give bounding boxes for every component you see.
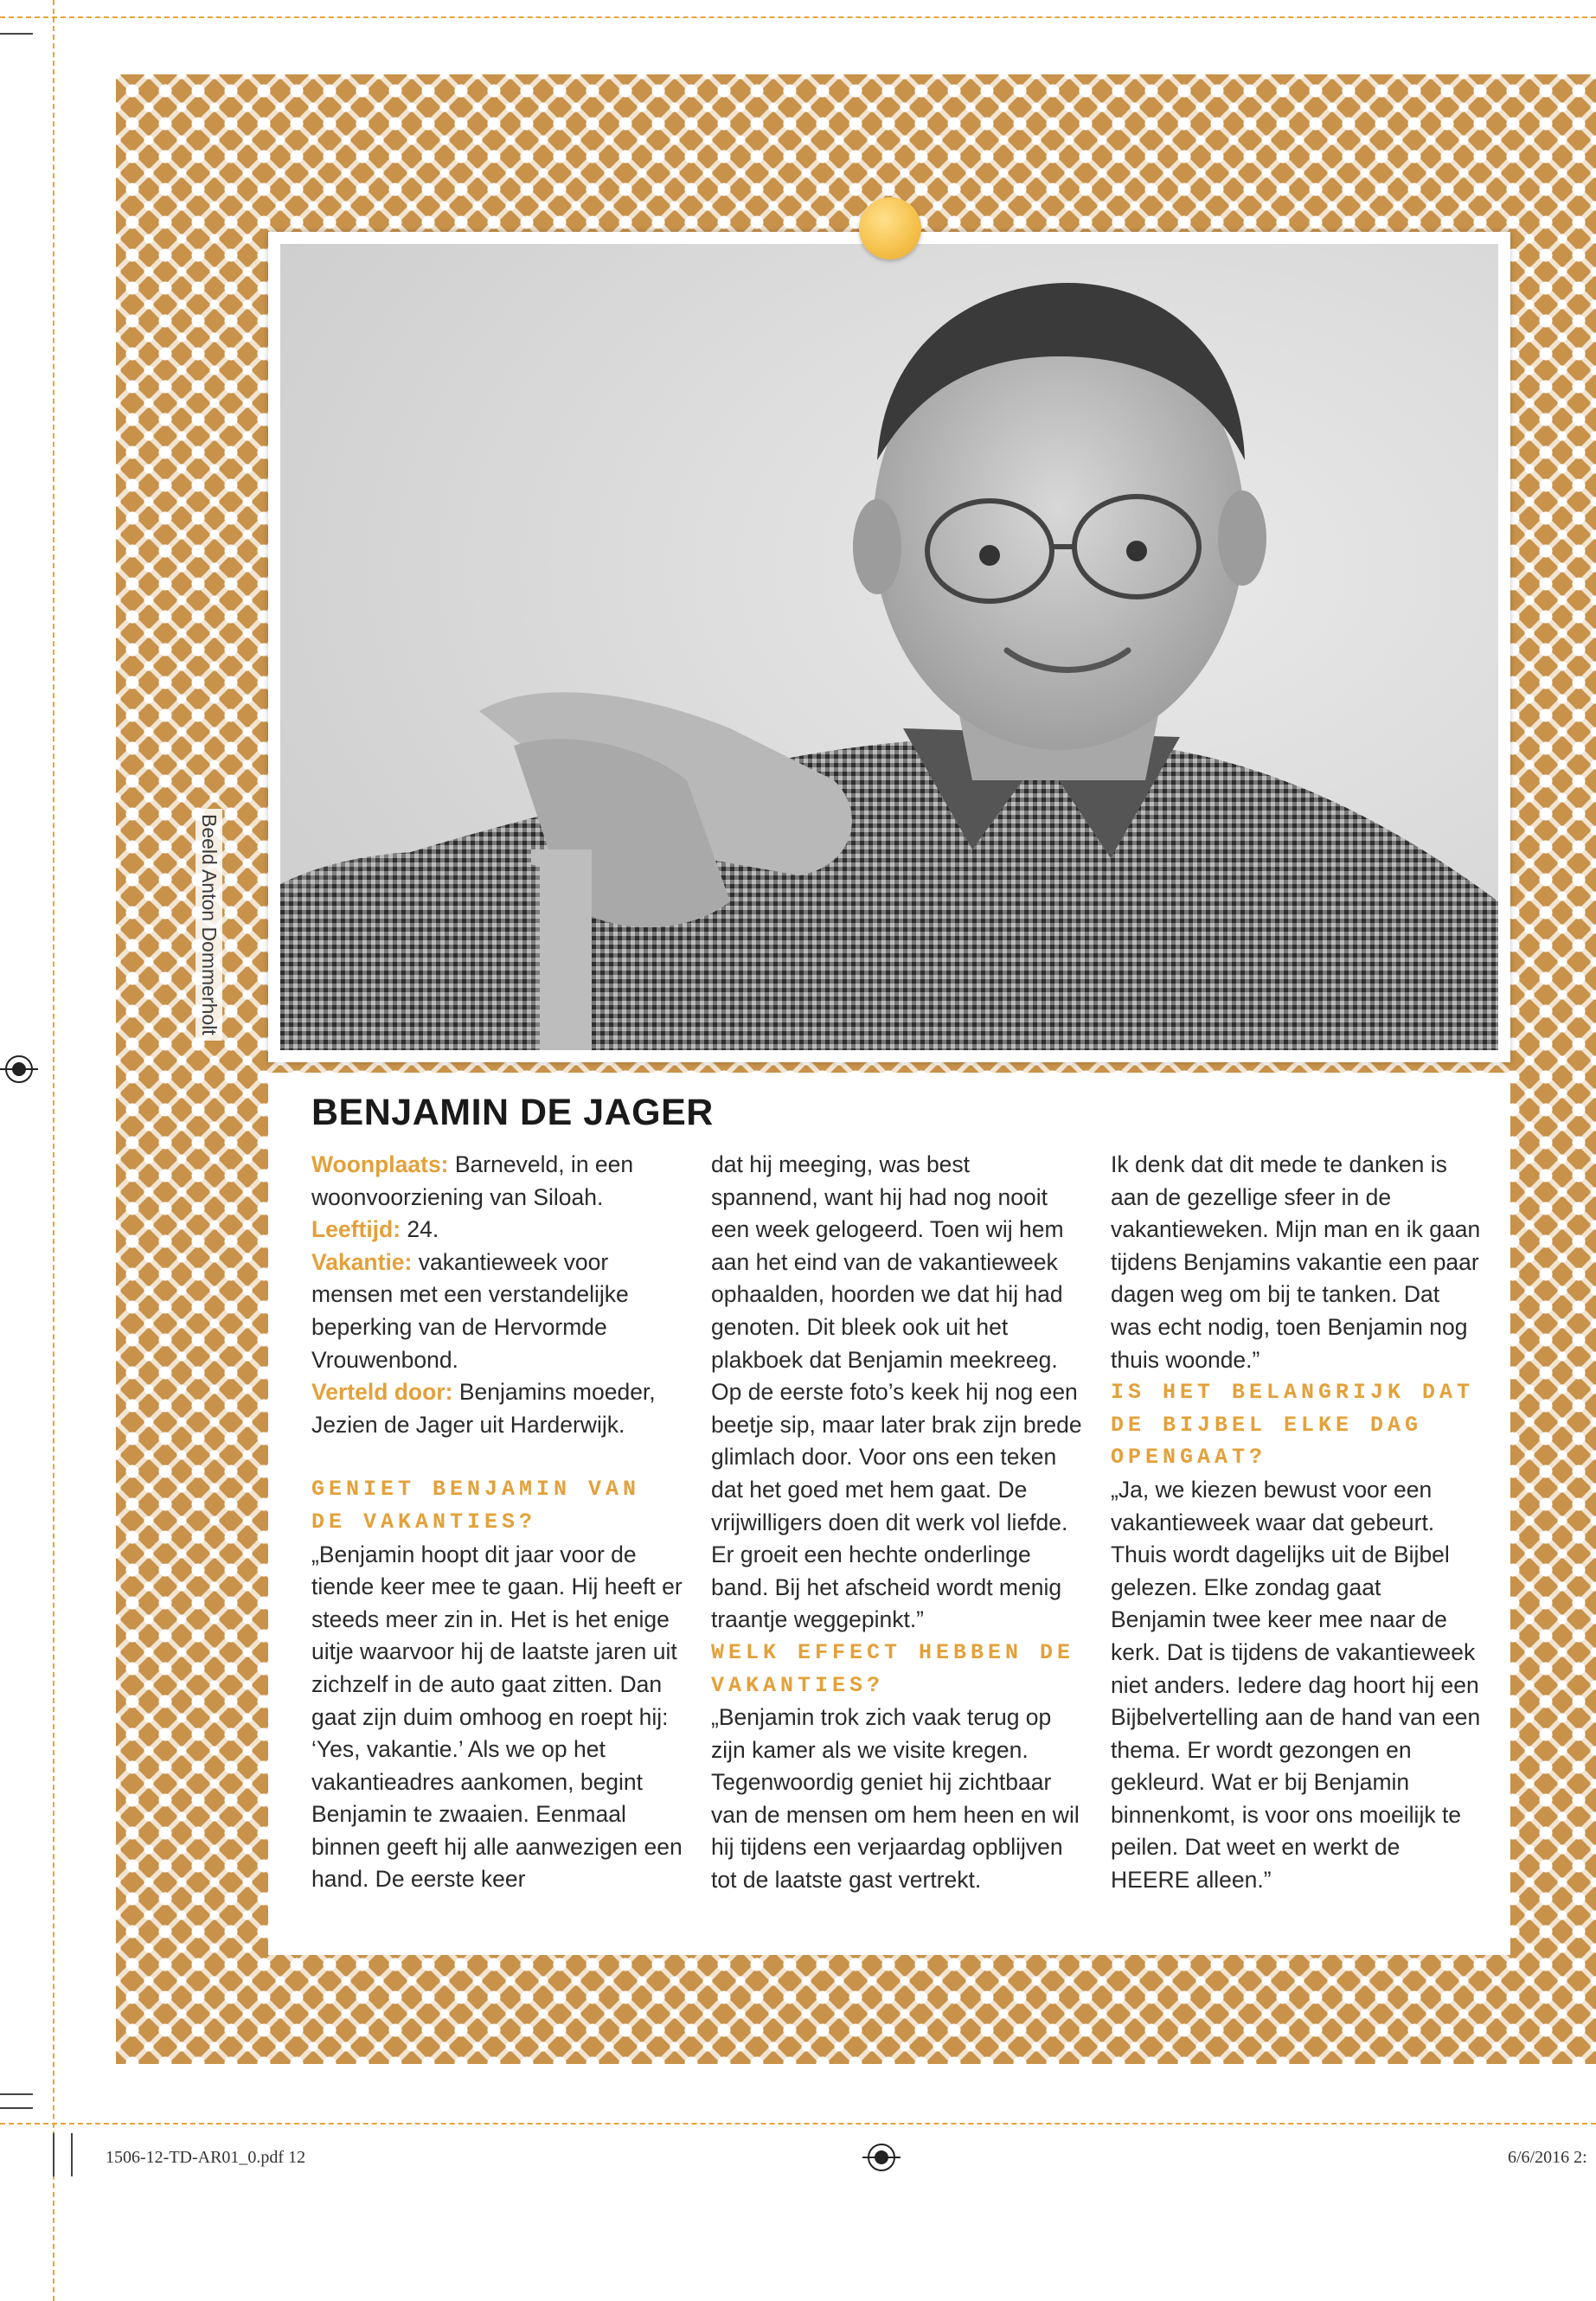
text-verteld-door: Benjamins moeder, Jezien de Jager uit Harderwijk. bbox=[311, 1379, 656, 1438]
column-2 bbox=[711, 1149, 1083, 1897]
answer-3: „Ja, we kiezen bewust voor een vakantieweek waar dat gebeurt. Thuis wordt dagelijks uit de Bijbel gelezen. Elke zondag gaat Benjamin twee keer mee naar de kerk. Dat is tijdens de vakantieweek niet anders. Iedere dag hoort hij een Bijbelvertelling aan de hand van een thema. Er wordt gezongen en gekleurd. Wat er bij Benjamin binnenkomt, is voor ons moeilijk te peilen. Dat weet en werkt de HEERE alleen.” bbox=[1111, 1476, 1481, 1894]
portrait-illustration bbox=[280, 244, 1498, 1050]
registration-mark-icon bbox=[5, 1055, 33, 1083]
column-3 bbox=[1111, 1149, 1483, 1897]
label-vakantie: Vakantie: bbox=[311, 1248, 413, 1275]
article-card bbox=[268, 1073, 1510, 1955]
answer-1-part-2: dat hij meeging, was best spannend, want hij had nog nooit een week gelogeerd. Toen wij hem aan het eind van de vakantieweek ophaalden, hoorden we dat hij had genoten. Dit bleek ook uit het plakboek dat Benjamin meekreeg. Op de eerste foto’s keek hij nog een beetje sip, maar later brak zijn brede glimlach door. Voor ons een teken dat het goed met hem gaat. De vrijwilligers doen dit werk vol liefde. Er groeit een hechte onderlinge band. Bij het afscheid wordt menig traantje weggepinkt.” bbox=[711, 1151, 1082, 1633]
question-2: WELK EFFECT HEBBEN DE VAKANTIES? bbox=[711, 1639, 1075, 1698]
photo-credit-text: Beeld Anton Dommerholt bbox=[195, 809, 222, 1041]
footer-date: 6/6/2016 2: bbox=[1508, 2148, 1587, 2167]
crop-mark bbox=[0, 2107, 33, 2109]
crop-mark bbox=[0, 33, 33, 35]
profile-block bbox=[311, 1149, 683, 1441]
answer-2-part-2: Ik denk dat dit mede te danken is aan de gezellige sfeer in de vakantieweken. Mijn man en ik gaan tijdens Benjamins vakantie een paar dagen weg om bij te tanken. Dat was echt nodig, toen Benjamin nog thuis woonde.” bbox=[1111, 1151, 1481, 1373]
trim-line-top bbox=[0, 16, 1596, 18]
text-leeftijd: 24. bbox=[401, 1216, 439, 1243]
crop-mark bbox=[0, 2093, 33, 2095]
article-title: BENJAMIN DE JAGER bbox=[311, 1092, 714, 1133]
text-woonplaats: Barneveld, in een woonvoorziening van Siloah. bbox=[311, 1151, 634, 1210]
column-1 bbox=[311, 1149, 683, 1896]
footer-file-info: 1506-12-TD-AR01_0.pdf 12 bbox=[106, 2148, 306, 2167]
label-woonplaats: Woonplaats: bbox=[311, 1151, 449, 1177]
question-1: GENIET BENJAMIN VAN DE VAKANTIES? bbox=[311, 1477, 641, 1535]
photo-frame bbox=[268, 232, 1510, 1062]
trim-line-bottom bbox=[0, 2123, 1596, 2125]
text-vakantie: vakantieweek voor mensen met een verstandelijke beperking van de Hervormde Vrouwenbond. bbox=[311, 1248, 629, 1373]
answer-1-part-1: „Benjamin hoopt dit jaar voor de tiende keer mee te gaan. Hij heeft er steeds meer zin in. Het is het enige uitje waarvoor hij de laatste jaren uit zichzelf in de auto gaat zitten. Dan gaat zijn duim omhoog en roept hij: ‘Yes, vakantie.’ Als we op het vakantieadres aankomen, begint Benjamin te zwaaien. Eenmaal binnen geeft hij alle aanwezigen een hand. De eerste keer bbox=[311, 1541, 683, 1893]
label-verteld-door: Verteld door: bbox=[311, 1379, 453, 1406]
thumbtack-pin bbox=[859, 197, 921, 260]
crop-mark bbox=[71, 2133, 73, 2176]
registration-mark-icon bbox=[868, 2144, 895, 2171]
trim-line-left bbox=[53, 0, 54, 2301]
crop-mark bbox=[53, 2133, 54, 2176]
portrait-photo bbox=[280, 244, 1498, 1050]
label-leeftijd: Leeftijd: bbox=[311, 1216, 401, 1243]
question-3: IS HET BELANGRIJK DAT DE BIJBEL ELKE DAG OPENGAAT? bbox=[1111, 1380, 1475, 1471]
answer-2-part-1: „Benjamin trok zich vaak terug op zijn kamer als we visite kregen. Tegenwoordig geniet hij zichtbaar van de mensen om hem heen en wil hij tijdens een verjaardag opblijven tot de laatste gast vertrekt. bbox=[711, 1704, 1080, 1894]
